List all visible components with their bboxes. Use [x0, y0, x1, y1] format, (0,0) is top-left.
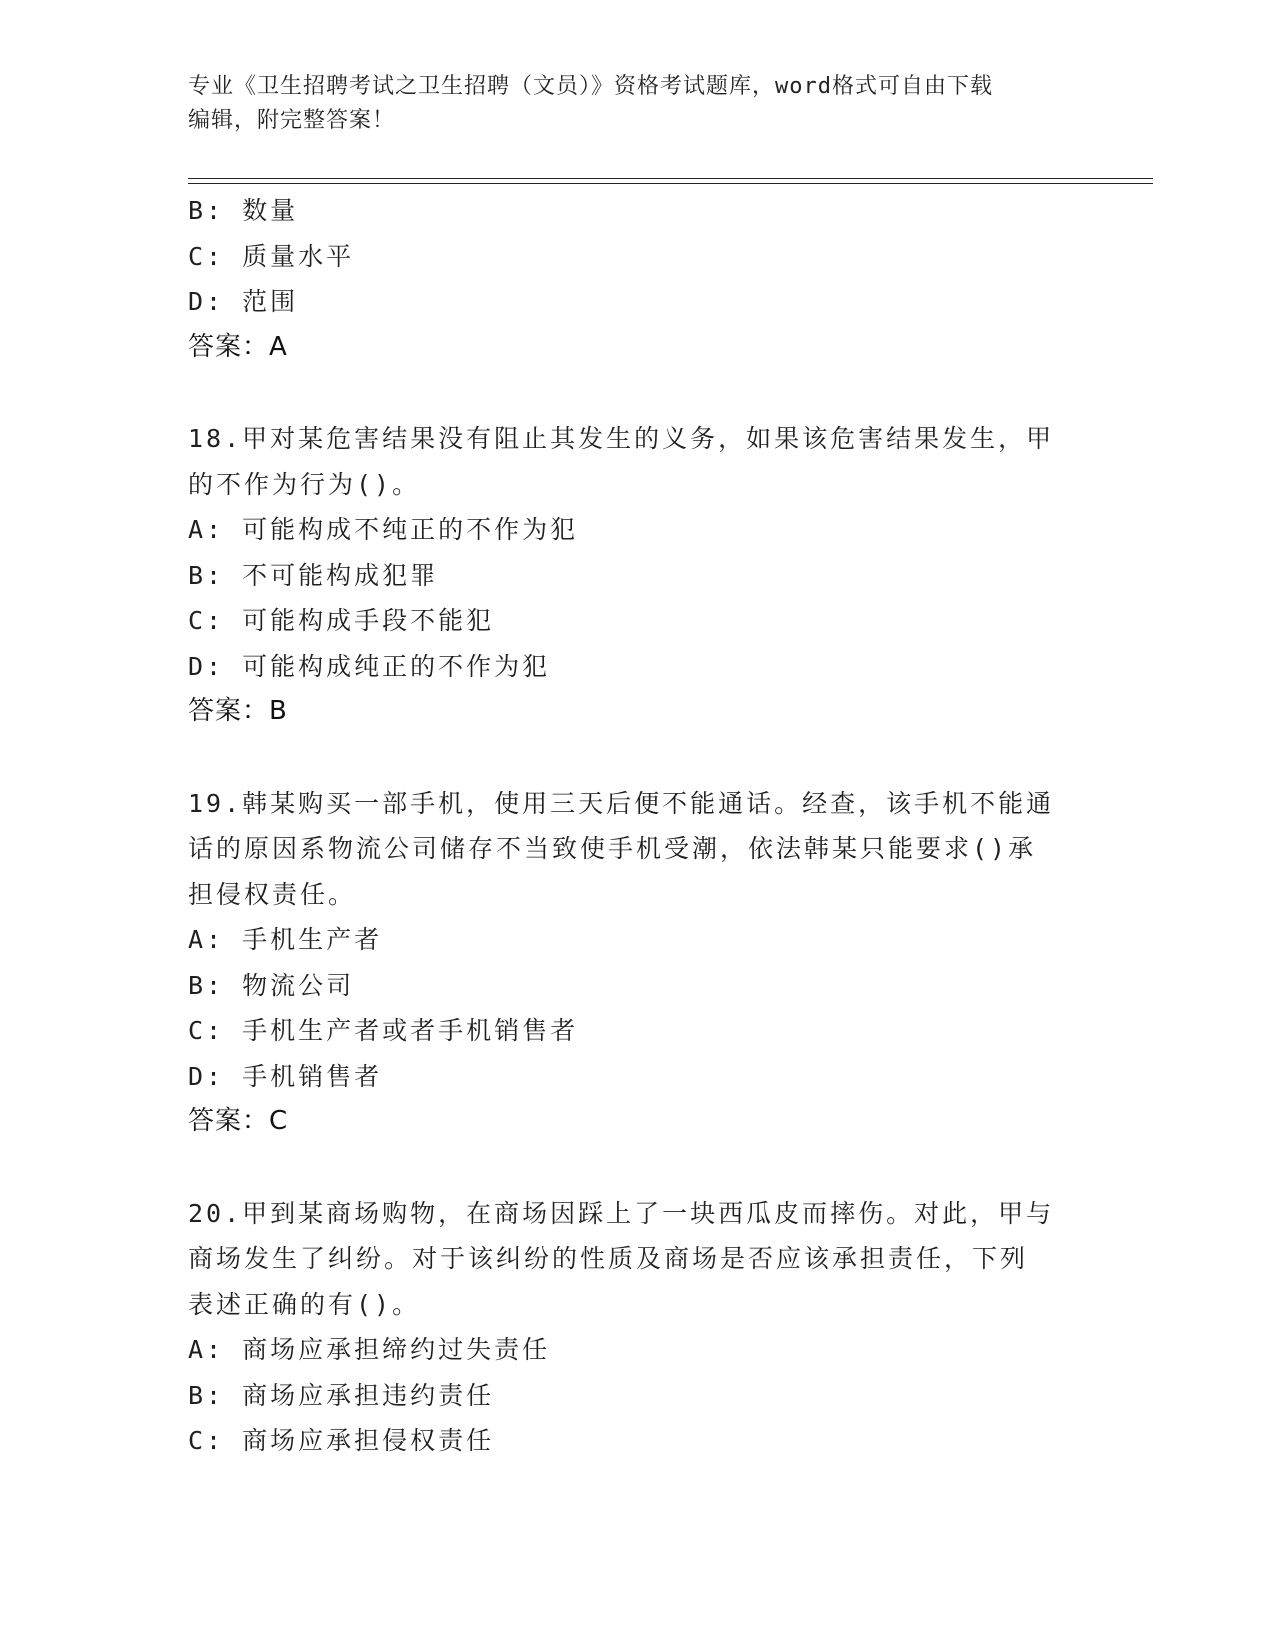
option-c: C: 手机生产者或者手机销售者 [188, 1016, 579, 1045]
question-list [188, 188, 1078, 1464]
option-a: A: 手机生产者 [188, 925, 383, 954]
question-stem-line: 担侵权责任。 [188, 879, 357, 909]
answer-line: 答案：A [188, 331, 288, 362]
question-stem-line: 18.甲对某危害结果没有阻止其发生的义务，如果该危害结果发生，甲 [188, 424, 1055, 453]
option-b: B: 数量 [188, 196, 299, 225]
option-b: B: 不可能构成犯罪 [188, 560, 439, 590]
option-b: B: 物流公司 [188, 970, 355, 1000]
option-b: B: 商场应承担违约责任 [188, 1380, 495, 1410]
document-header [188, 70, 1088, 138]
option-d: D: 手机销售者 [188, 1061, 383, 1091]
answer-line: 答案：B [188, 696, 288, 726]
question-18 [188, 416, 1078, 735]
option-c: C: 质量水平 [188, 241, 355, 271]
question-20 [188, 1191, 1078, 1464]
option-c: C: 商场应承担侵权责任 [188, 1426, 495, 1455]
header-line-2: 编辑，附完整答案！ [188, 108, 396, 133]
answer-line: 答案：C [188, 1106, 289, 1136]
option-d: D: 可能构成纯正的不作为犯 [188, 651, 551, 681]
option-a: A: 可能构成不纯正的不作为犯 [188, 515, 579, 544]
question-stem-line: 的不作为行为()。 [188, 469, 421, 499]
question-stem-line: 19.韩某购买一部手机，使用三天后便不能通话。经查，该手机不能通 [188, 788, 1055, 818]
question-stem-line: 商场发生了纠纷。对于该纠纷的性质及商场是否应该承担责任，下列 [188, 1244, 1029, 1273]
question-17-continued [188, 188, 1078, 370]
header-divider-top [188, 178, 1153, 179]
question-19 [188, 781, 1078, 1145]
question-stem-line: 表述正确的有()。 [188, 1289, 421, 1319]
question-stem-line: 话的原因系物流公司储存不当致使手机受潮，依法韩某只能要求()承 [188, 834, 1037, 863]
option-d: D: 范围 [188, 287, 299, 316]
option-c: C: 可能构成手段不能犯 [188, 606, 495, 635]
header-divider-bottom [188, 183, 1153, 184]
question-stem-line: 20.甲到某商场购物，在商场因踩上了一块西瓜皮而摔伤。对此，甲与 [188, 1198, 1055, 1228]
option-a: A: 商场应承担缔约过失责任 [188, 1335, 551, 1364]
header-line-1: 专业《卫生招聘考试之卫生招聘（文员）》资格考试题库，word格式可自由下载 [188, 74, 993, 99]
